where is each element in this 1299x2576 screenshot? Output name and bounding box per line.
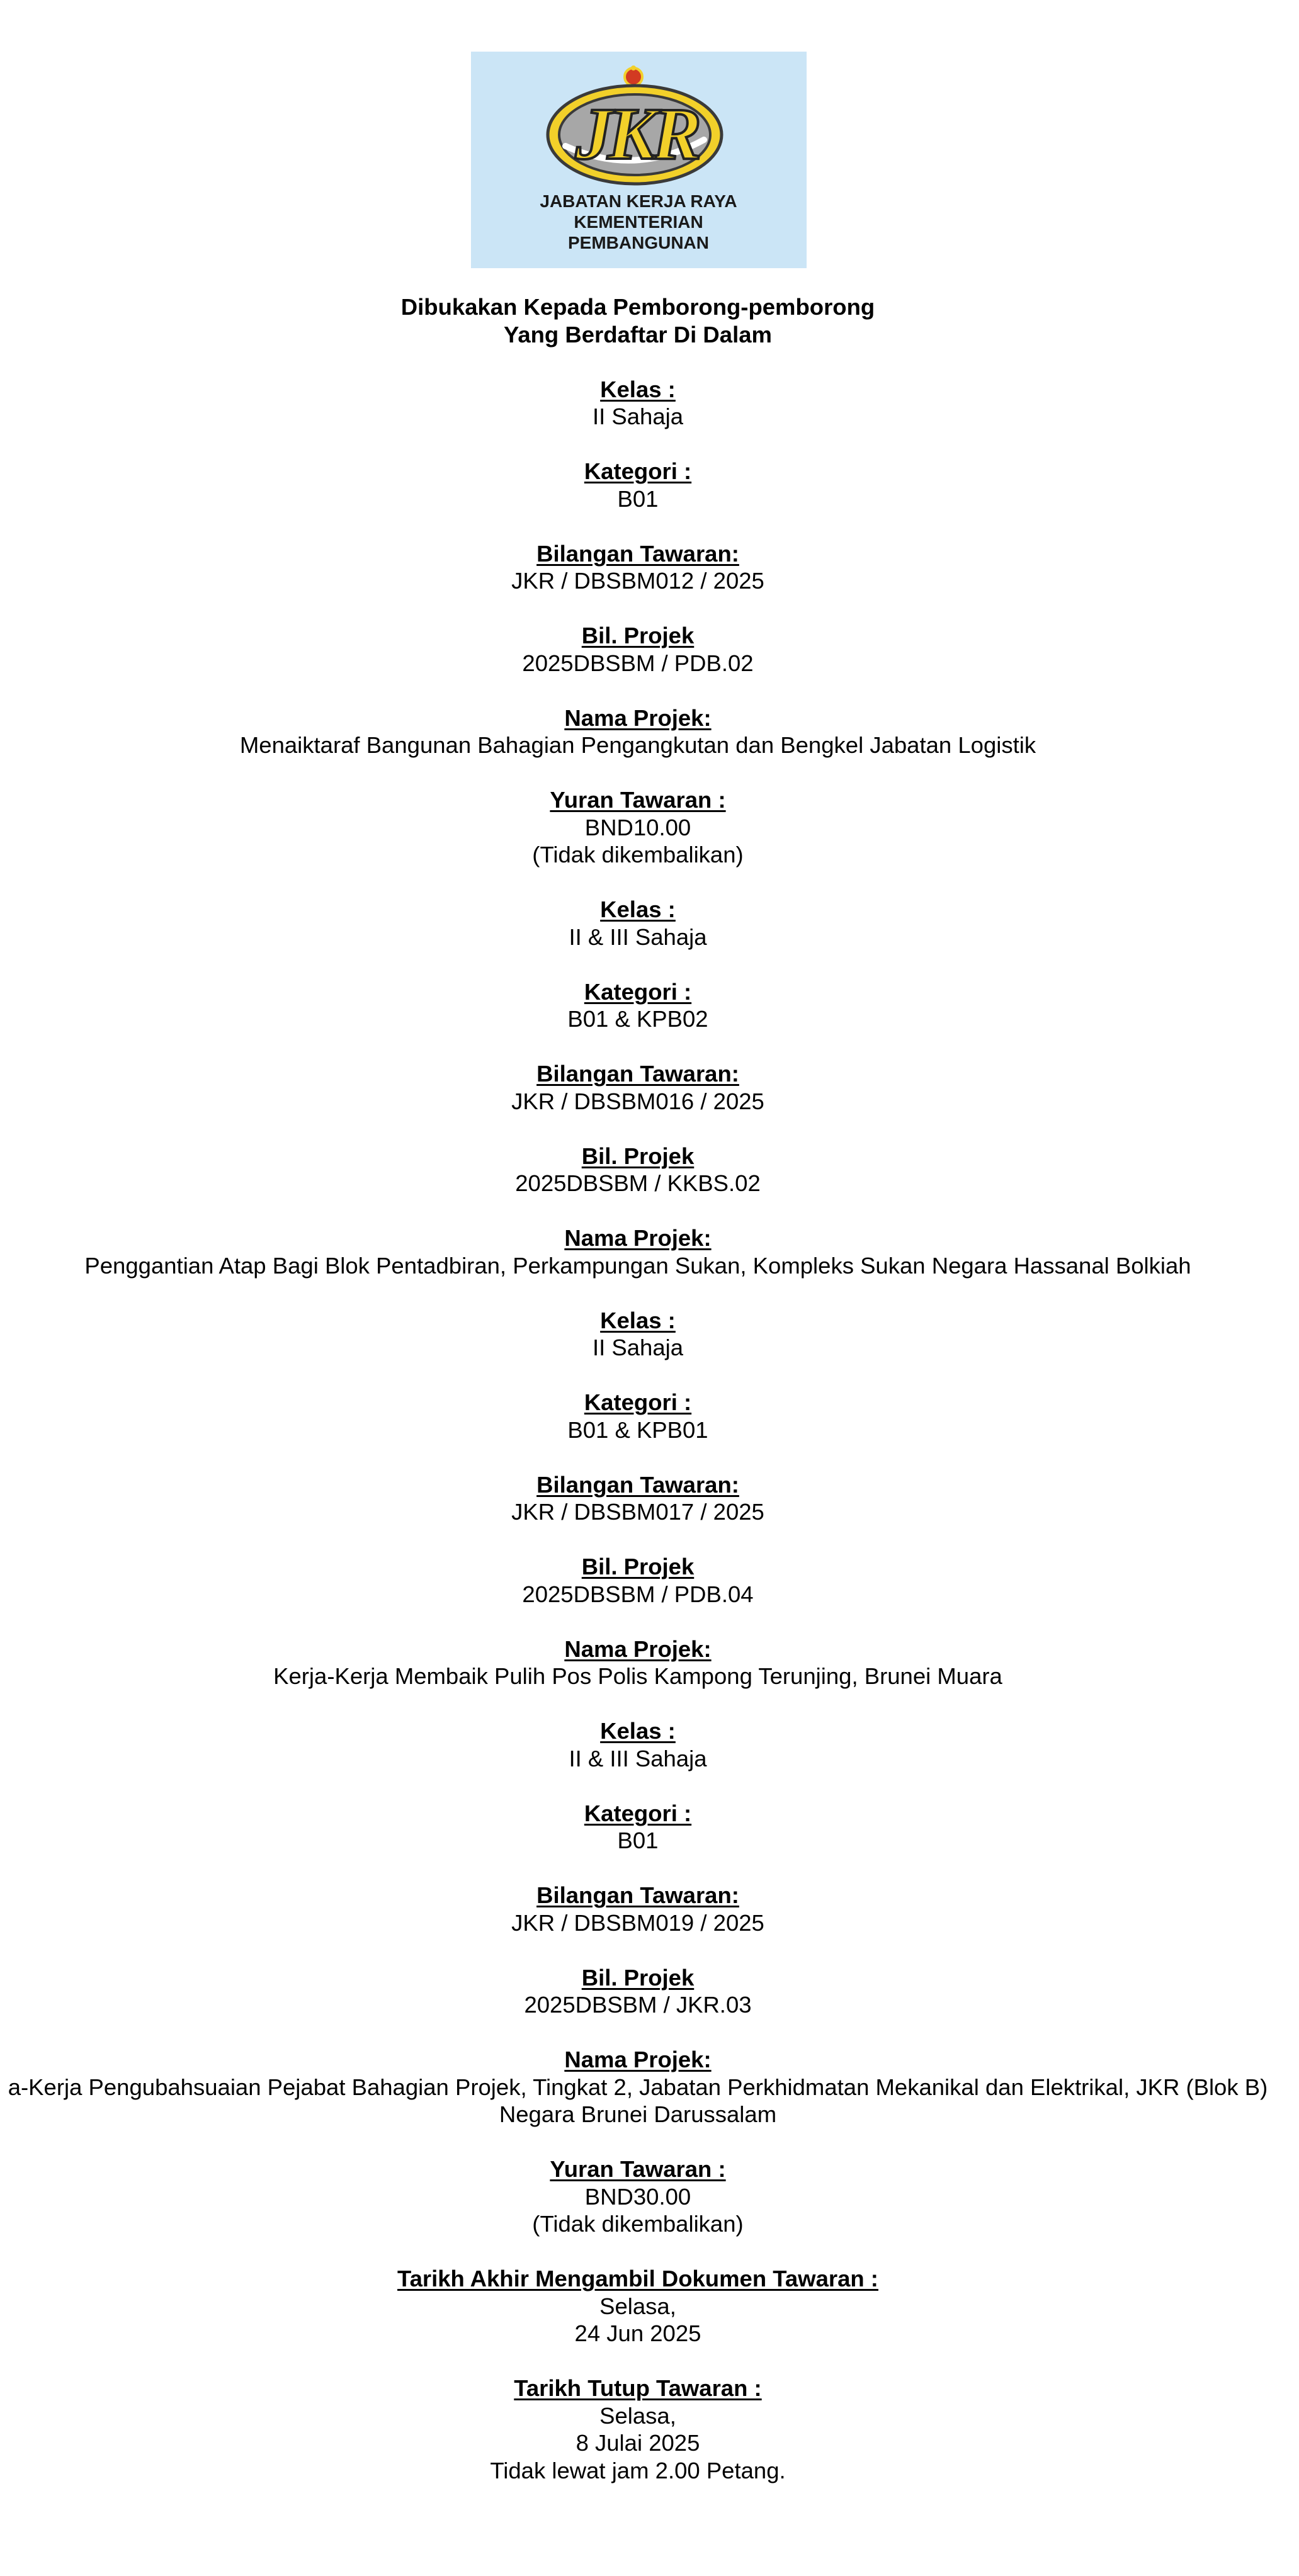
kelas-label: Kelas : — [600, 1718, 676, 1744]
yuran-note: (Tidak dikembalikan) — [532, 842, 744, 867]
tender-4-nama — [0, 2046, 1276, 2128]
kelas-label: Kelas : — [600, 376, 676, 402]
nama-label: Nama Projek: — [564, 704, 712, 731]
kategori-value: B01 — [617, 485, 659, 512]
nama-value-line-2: Negara Brunei Darussalam — [499, 2101, 777, 2127]
closing-deadline — [0, 2375, 1276, 2484]
tender-1-kategori — [0, 458, 1276, 512]
logo-line-2: KEMENTERIAN — [574, 212, 703, 232]
kelas-value: II & III Sahaja — [569, 1745, 707, 1771]
kelas-value: II & III Sahaja — [569, 924, 707, 950]
projek-label: Bil. Projek — [581, 1143, 695, 1169]
bilangan-label: Bilangan Tawaran: — [536, 1471, 739, 1498]
tender-2-kelas — [0, 896, 1276, 951]
closing-deadline-day: Selasa, — [599, 2402, 676, 2429]
yuran-label: Yuran Tawaran : — [550, 787, 726, 813]
bilangan-value: JKR / DBSBM019 / 2025 — [511, 1909, 764, 1936]
projek-value: 2025DBSBM / JKR.03 — [524, 1992, 752, 2018]
tender-1-kelas — [0, 376, 1276, 431]
intro-line-2: Yang Berdaftar Di Dalam — [504, 321, 772, 347]
document-deadline — [0, 2265, 1276, 2347]
kategori-label: Kategori : — [584, 978, 692, 1005]
yuran-value: BND10.00 — [584, 814, 691, 840]
tender-4-yuran — [0, 2155, 1276, 2238]
closing-deadline-date: 8 Julai 2025 — [576, 2430, 700, 2456]
yuran-note: (Tidak dikembalikan) — [532, 2211, 744, 2237]
nama-value-line-1: a-Kerja Pengubahsuaian Pejabat Bahagian Projek, Tingkat 2, Jabatan Perkhidmatan Mekanikal dan Elektrikal, JKR (Blok B) — [8, 2074, 1268, 2100]
kelas-value: II Sahaja — [592, 404, 684, 429]
tender-3-bilangan — [0, 1471, 1276, 1526]
bilangan-value: JKR / DBSBM016 / 2025 — [511, 1088, 764, 1114]
document-deadline-date: 24 Jun 2025 — [574, 2320, 701, 2346]
projek-label: Bil. Projek — [581, 1964, 695, 1991]
nama-value: Menaiktaraf Bangunan Bahagian Pengangkutan dan Bengkel Jabatan Logistik — [239, 732, 1036, 758]
tender-2-nama — [0, 1224, 1276, 1279]
kelas-label: Kelas : — [600, 896, 676, 922]
intro-line-1: Dibukakan Kepada Pemborong-pemborong — [400, 294, 875, 320]
tender-1-bilangan — [0, 540, 1276, 595]
nama-value: Kerja-Kerja Membaik Pulih Pos Polis Kampong Terunjing, Brunei Muara — [273, 1663, 1002, 1689]
jkr-logo — [471, 52, 807, 268]
kelas-value: II Sahaja — [592, 1335, 684, 1360]
tender-4-projek — [0, 1964, 1276, 2019]
kategori-value: B01 & KPB01 — [567, 1416, 708, 1443]
bilangan-value: JKR / DBSBM012 / 2025 — [511, 568, 764, 594]
bilangan-label: Bilangan Tawaran: — [536, 1882, 739, 1908]
tender-4-kategori — [0, 1800, 1276, 1855]
projek-label: Bil. Projek — [581, 623, 695, 648]
nama-label: Nama Projek: — [564, 2047, 712, 2072]
bilangan-value: JKR / DBSBM017 / 2025 — [511, 1499, 764, 1525]
intro-heading — [0, 293, 1276, 348]
tender-2-kategori — [0, 978, 1276, 1033]
nama-label: Nama Projek: — [564, 1635, 712, 1662]
bilangan-label: Bilangan Tawaran: — [536, 540, 739, 567]
kategori-value: B01 — [617, 1827, 659, 1853]
closing-deadline-time: Tidak lewat jam 2.00 Petang. — [490, 2457, 786, 2483]
kategori-label: Kategori : — [584, 1800, 692, 1826]
projek-value: 2025DBSBM / KKBS.02 — [515, 1170, 761, 1196]
nama-label: Nama Projek: — [564, 1225, 712, 1251]
tender-3-kelas — [0, 1307, 1276, 1362]
nama-value: Penggantian Atap Bagi Blok Pentadbiran, Perkampungan Sukan, Kompleks Sukan Negara Hassanal Bolkiah — [84, 1252, 1191, 1279]
kategori-label: Kategori : — [584, 1389, 692, 1415]
tender-2-bilangan — [0, 1060, 1276, 1115]
bilangan-label: Bilangan Tawaran: — [536, 1061, 739, 1087]
tender-1-projek — [0, 622, 1276, 677]
projek-value: 2025DBSBM / PDB.02 — [522, 650, 754, 676]
kategori-label: Kategori : — [584, 458, 692, 484]
yuran-value: BND30.00 — [584, 2183, 691, 2210]
closing-deadline-label: Tarikh Tutup Tawaran : — [514, 2375, 762, 2401]
projek-label: Bil. Projek — [581, 1554, 695, 1579]
tender-3-nama — [0, 1635, 1276, 1690]
tender-1-nama — [0, 704, 1276, 759]
tender-1-yuran — [0, 786, 1276, 869]
logo-line-1: JABATAN KERJA RAYA — [540, 191, 737, 211]
logo-monogram: JKR — [575, 93, 697, 175]
kategori-value: B01 & KPB02 — [567, 1006, 708, 1032]
tender-2-projek — [0, 1143, 1276, 1197]
yuran-label: Yuran Tawaran : — [550, 2156, 726, 2182]
tender-3-kategori — [0, 1389, 1276, 1443]
logo-line-3: PEMBANGUNAN — [568, 233, 709, 252]
document-deadline-label: Tarikh Akhir Mengambil Dokumen Tawaran : — [397, 2266, 878, 2291]
document-deadline-day: Selasa, — [599, 2293, 676, 2319]
tender-3-projek — [0, 1553, 1276, 1608]
notice-body — [0, 293, 1276, 2484]
kelas-label: Kelas : — [600, 1307, 676, 1333]
tender-4-kelas — [0, 1717, 1276, 1772]
tender-4-bilangan — [0, 1882, 1276, 1936]
projek-value: 2025DBSBM / PDB.04 — [522, 1581, 754, 1607]
